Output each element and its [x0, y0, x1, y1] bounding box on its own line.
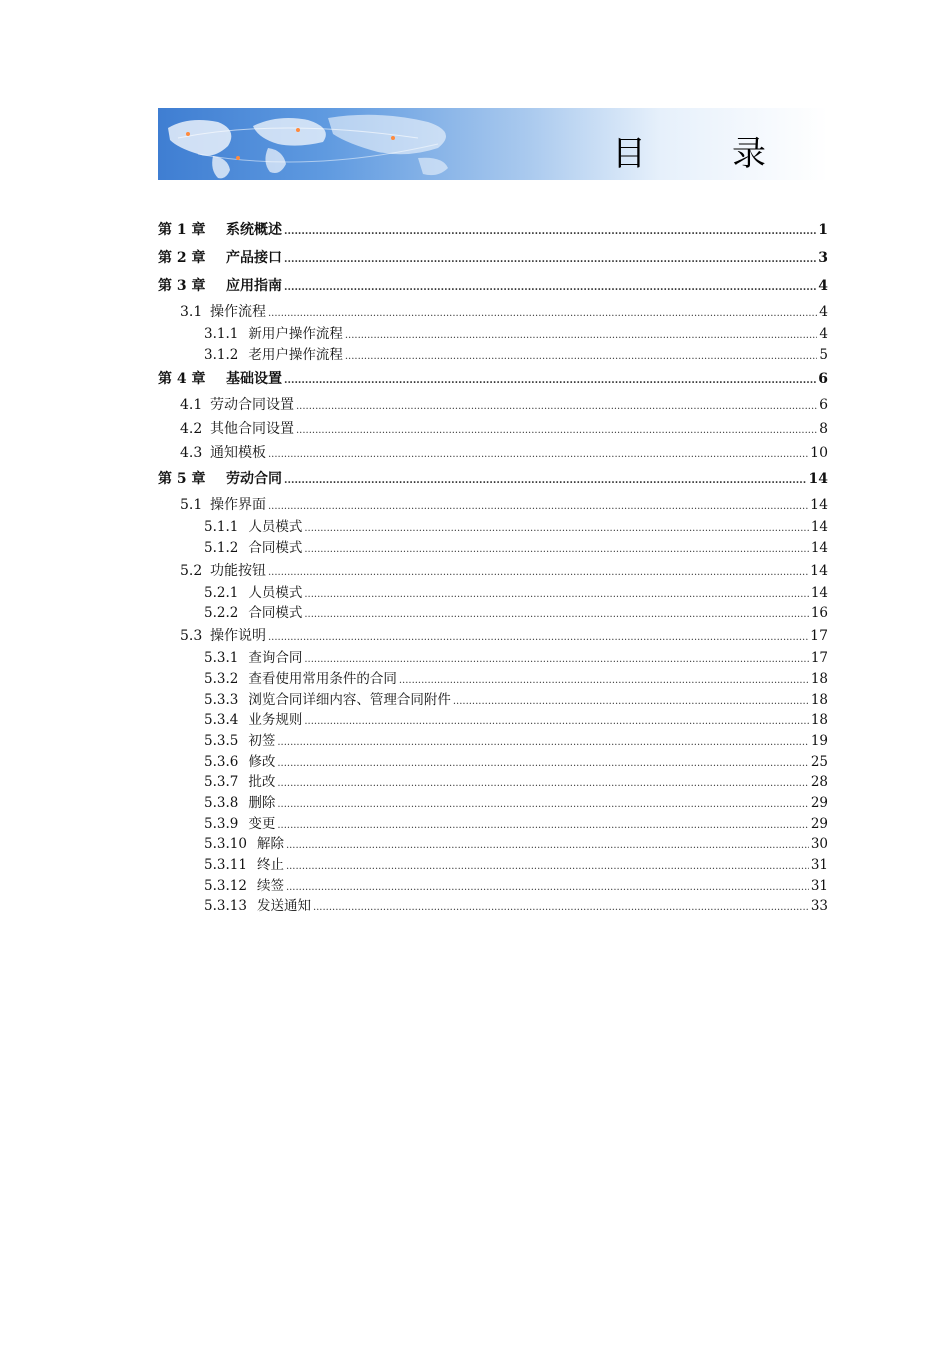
toc-number: 5.3.9	[204, 815, 239, 832]
toc-page-number: 14	[808, 471, 828, 488]
toc-number: 第 1 章	[158, 222, 206, 238]
toc-leader	[304, 712, 808, 733]
toc-number: 5.3.6	[204, 753, 239, 770]
toc-page-number: 16	[810, 605, 828, 622]
toc-leader	[284, 218, 816, 246]
toc-page-number: 4	[819, 304, 828, 320]
toc-title: 删除	[248, 794, 276, 811]
toc-title: 查看使用常用条件的合同	[248, 670, 397, 687]
toc-number: 5.2.2	[204, 605, 239, 622]
toc-entry[interactable]	[158, 896, 828, 917]
toc-page-number: 10	[810, 445, 828, 462]
toc-number: 3.1.1	[204, 326, 239, 342]
toc-entry[interactable]	[158, 752, 828, 773]
toc-title: 劳动合同	[226, 471, 282, 488]
toc-page-number: 6	[818, 371, 828, 388]
toc-page-number: 4	[819, 326, 828, 342]
toc-number: 5.3.12	[204, 877, 247, 894]
toc-leader	[268, 561, 808, 585]
toc-page-number: 18	[810, 712, 828, 729]
toc-leader	[286, 857, 809, 878]
toc-number: 5.3.8	[204, 794, 239, 811]
toc-number: 4.1	[180, 397, 203, 414]
toc-leader	[277, 754, 808, 775]
toc-leader	[345, 347, 818, 368]
toc-number: 5.3.10	[204, 836, 247, 853]
toc-number: 5.1	[180, 497, 203, 514]
toc-title: 解除	[256, 836, 284, 853]
toc-leader	[284, 467, 807, 495]
toc-entry[interactable]	[158, 583, 828, 604]
toc-page-number: 31	[810, 877, 828, 894]
toc-leader	[286, 836, 809, 857]
toc-title: 续签	[256, 877, 284, 894]
toc-page-number: 29	[810, 794, 828, 811]
toc-leader	[304, 519, 808, 540]
toc-page-number: 19	[810, 732, 828, 749]
toc-number: 5.3.2	[204, 670, 239, 687]
toc-page-number: 3	[818, 250, 828, 266]
toc-title: 初签	[248, 732, 276, 749]
toc-entry[interactable]	[158, 855, 828, 876]
toc-entry[interactable]	[158, 324, 828, 345]
toc-entry[interactable]	[158, 493, 828, 517]
toc-page-number: 8	[819, 421, 828, 438]
header-banner	[158, 108, 828, 180]
toc-title: 基础设置	[226, 371, 282, 388]
toc-title: 系统概述	[226, 222, 282, 238]
toc-leader	[268, 495, 808, 519]
toc-title: 人员模式	[248, 584, 303, 601]
toc-entry[interactable]	[158, 216, 828, 244]
toc-entry[interactable]	[158, 538, 828, 559]
toc-leader	[284, 367, 816, 395]
toc-title: 合同模式	[248, 605, 303, 622]
toc-page-number: 28	[810, 774, 828, 791]
toc-number: 5.2.1	[204, 584, 239, 601]
toc-entry[interactable]	[158, 441, 828, 465]
toc-title: 浏览合同详细内容、管理合同附件	[248, 691, 451, 708]
toc-number: 5.3	[180, 628, 203, 645]
toc-title: 人员模式	[248, 519, 303, 536]
toc-page-number: 14	[810, 497, 828, 514]
toc-leader	[296, 419, 817, 443]
toc-number: 5.1.1	[204, 519, 239, 536]
toc-entry[interactable]	[158, 690, 828, 711]
toc-number: 4.3	[180, 445, 203, 462]
toc-entry[interactable]	[158, 517, 828, 538]
toc-entry[interactable]	[158, 417, 828, 441]
toc-page-number: 18	[810, 670, 828, 687]
toc-title: 批改	[248, 774, 276, 791]
toc-title: 终止	[256, 857, 284, 873]
toc-number: 5.3.4	[204, 712, 239, 729]
toc-leader	[277, 774, 808, 795]
toc-entry[interactable]	[158, 710, 828, 731]
world-map-icon	[158, 108, 628, 180]
toc-page-number: 33	[810, 898, 828, 915]
toc-title: 发送通知	[256, 898, 311, 915]
toc-entry[interactable]	[158, 669, 828, 690]
toc-title: 变更	[248, 815, 276, 832]
toc-page-number: 17	[810, 628, 828, 645]
toc-title: 通知模板	[210, 445, 266, 462]
toc-leader	[399, 671, 809, 692]
toc-title: 操作界面	[210, 497, 266, 514]
toc-entry[interactable]	[158, 834, 828, 855]
toc-title: 修改	[248, 753, 276, 770]
toc-entry[interactable]	[158, 393, 828, 417]
toc-number: 5.2	[180, 562, 203, 579]
toc-page-number: 5	[819, 346, 828, 363]
toc-title: 业务规则	[248, 712, 303, 729]
toc-number: 第 2 章	[158, 250, 206, 266]
toc-number: 第 5 章	[158, 471, 206, 488]
toc-number: 4.2	[180, 421, 203, 438]
toc-entry[interactable]	[158, 624, 828, 648]
toc-leader	[313, 898, 809, 919]
toc-number: 3.1.2	[204, 346, 239, 363]
toc-page-number: 31	[810, 857, 828, 873]
toc-entry[interactable]	[158, 814, 828, 835]
toc-page-number: 14	[810, 562, 828, 579]
toc-title: 查询合同	[248, 650, 303, 667]
toc-leader	[345, 326, 818, 347]
toc-leader	[277, 795, 808, 816]
toc-page-number: 14	[810, 540, 828, 557]
toc-title: 合同模式	[248, 540, 303, 557]
toc-entry[interactable]	[158, 365, 828, 393]
toc-leader	[304, 605, 808, 626]
toc-leader	[284, 246, 816, 274]
toc-entry[interactable]	[158, 772, 828, 793]
toc-page-number: 18	[810, 691, 828, 708]
toc-number: 第 3 章	[158, 278, 206, 294]
toc-leader	[268, 443, 808, 467]
toc-leader	[284, 274, 816, 302]
toc-entry[interactable]	[158, 345, 828, 366]
toc-title: 应用指南	[226, 278, 282, 294]
toc-entry[interactable]	[158, 465, 828, 493]
toc-page-number: 30	[810, 836, 828, 853]
toc-leader	[286, 878, 809, 899]
toc-number: 第 4 章	[158, 371, 206, 388]
toc-number: 3.1	[180, 304, 203, 320]
toc-leader	[268, 302, 817, 326]
table-of-contents	[158, 216, 828, 917]
toc-page-number: 14	[810, 519, 828, 536]
toc-entry[interactable]	[158, 603, 828, 624]
toc-title: 新用户操作流程	[248, 326, 343, 342]
toc-entry[interactable]	[158, 300, 828, 324]
toc-number: 5.3.3	[204, 691, 239, 708]
toc-title: 产品接口	[226, 250, 282, 266]
toc-title: 劳动合同设置	[210, 397, 294, 414]
toc-page-number: 25	[810, 753, 828, 770]
toc-entry[interactable]	[158, 244, 828, 272]
toc-leader	[453, 692, 809, 713]
toc-leader	[277, 733, 808, 754]
toc-leader	[304, 540, 808, 561]
toc-leader	[277, 816, 808, 837]
toc-title: 其他合同设置	[210, 421, 294, 438]
toc-entry[interactable]	[158, 559, 828, 583]
toc-page-number: 29	[810, 815, 828, 832]
page-title: 目 录	[612, 134, 792, 174]
toc-title: 操作说明	[210, 628, 266, 645]
toc-entry[interactable]	[158, 272, 828, 300]
toc-leader	[296, 395, 817, 419]
toc-entry[interactable]	[158, 648, 828, 669]
toc-page-number: 14	[810, 584, 828, 601]
toc-leader	[304, 650, 808, 671]
toc-number: 5.1.2	[204, 540, 239, 557]
toc-title: 操作流程	[210, 304, 266, 320]
toc-entry[interactable]	[158, 793, 828, 814]
toc-number: 5.3.7	[204, 774, 239, 791]
toc-leader	[304, 585, 808, 606]
toc-page-number: 4	[818, 278, 828, 294]
toc-title: 老用户操作流程	[248, 346, 343, 363]
toc-entry[interactable]	[158, 876, 828, 897]
toc-page-number: 17	[810, 650, 828, 667]
toc-number: 5.3.5	[204, 732, 239, 749]
toc-page-number: 6	[819, 397, 828, 414]
toc-number: 5.3.1	[204, 650, 239, 667]
toc-number: 5.3.13	[204, 898, 247, 915]
toc-title: 功能按钮	[210, 562, 266, 579]
toc-number: 5.3.11	[204, 857, 247, 873]
toc-leader	[268, 626, 808, 650]
toc-page-number: 1	[818, 222, 828, 238]
toc-entry[interactable]	[158, 731, 828, 752]
